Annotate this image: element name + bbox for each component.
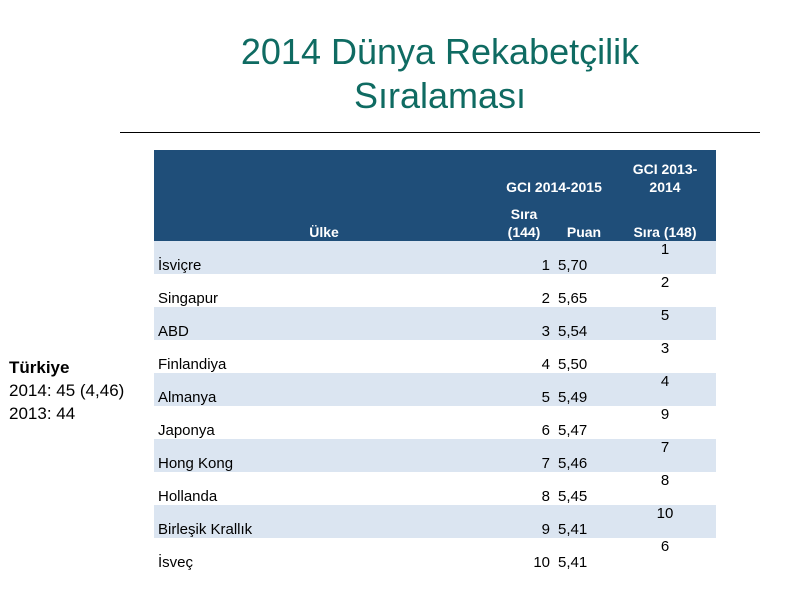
prev-rank-cell: 4 xyxy=(614,373,716,406)
rank-cell: 10 xyxy=(494,538,554,571)
table-row xyxy=(154,340,716,373)
table-row xyxy=(154,406,716,439)
rank-cell: 1 xyxy=(494,241,554,274)
table-row xyxy=(154,307,716,340)
table-row xyxy=(154,505,716,538)
prev-rank-cell: 7 xyxy=(614,439,716,472)
table-header-row-2 xyxy=(154,196,716,241)
prev-rank-cell: 1 xyxy=(614,241,716,274)
header-gci-prev: GCI 2013-2014 xyxy=(614,150,716,196)
turkey-label: Türkiye xyxy=(9,358,70,377)
header-country: Ülke xyxy=(154,196,494,241)
rank-cell: 2 xyxy=(494,274,554,307)
title-divider xyxy=(120,132,760,133)
prev-rank-cell: 3 xyxy=(614,340,716,373)
rank-cell: 6 xyxy=(494,406,554,439)
table-row xyxy=(154,373,716,406)
table-row xyxy=(154,274,716,307)
header-score: Puan xyxy=(554,196,614,241)
ranking-table xyxy=(154,150,716,571)
prev-rank-cell: 2 xyxy=(614,274,716,307)
score-cell: 5,70 xyxy=(554,241,614,274)
country-cell: ABD xyxy=(154,307,494,340)
score-cell: 5,41 xyxy=(554,538,614,571)
header-gci-current: GCI 2014-2015 xyxy=(494,150,614,196)
table-row xyxy=(154,439,716,472)
prev-rank-cell: 9 xyxy=(614,406,716,439)
score-cell: 5,45 xyxy=(554,472,614,505)
prev-rank-cell: 8 xyxy=(614,472,716,505)
table-row xyxy=(154,472,716,505)
rank-cell: 4 xyxy=(494,340,554,373)
header-rank-prev: Sıra (148) xyxy=(614,196,716,241)
country-cell: Finlandiya xyxy=(154,340,494,373)
table-row xyxy=(154,538,716,571)
country-cell: Japonya xyxy=(154,406,494,439)
rank-cell: 9 xyxy=(494,505,554,538)
score-cell: 5,47 xyxy=(554,406,614,439)
score-cell: 5,41 xyxy=(554,505,614,538)
turkey-2013: 2013: 44 xyxy=(9,404,76,423)
table-header-row-1 xyxy=(154,150,716,196)
prev-rank-cell: 5 xyxy=(614,307,716,340)
prev-rank-cell: 10 xyxy=(614,505,716,538)
country-cell: Hong Kong xyxy=(154,439,494,472)
country-cell: Almanya xyxy=(154,373,494,406)
header-blank xyxy=(154,150,494,196)
score-cell: 5,46 xyxy=(554,439,614,472)
turkey-2014: 2014: 45 (4,46) xyxy=(9,381,125,400)
country-cell: Birleşik Krallık xyxy=(154,505,494,538)
score-cell: 5,50 xyxy=(554,340,614,373)
country-cell: İsveç xyxy=(154,538,494,571)
country-cell: İsviçre xyxy=(154,241,494,274)
rank-cell: 5 xyxy=(494,373,554,406)
rank-cell: 3 xyxy=(494,307,554,340)
prev-rank-cell: 6 xyxy=(614,538,716,571)
country-cell: Singapur xyxy=(154,274,494,307)
score-cell: 5,54 xyxy=(554,307,614,340)
title-line-2: Sıralaması xyxy=(353,75,527,116)
turkey-summary xyxy=(9,356,124,425)
title-line-1: 2014 Dünya Rekabetçilik xyxy=(240,31,640,72)
score-cell: 5,65 xyxy=(554,274,614,307)
header-rank-current: Sıra (144) xyxy=(494,196,554,241)
rank-cell: 8 xyxy=(494,472,554,505)
slide-title xyxy=(120,30,760,118)
country-cell: Hollanda xyxy=(154,472,494,505)
score-cell: 5,49 xyxy=(554,373,614,406)
table-row xyxy=(154,241,716,274)
rank-cell: 7 xyxy=(494,439,554,472)
